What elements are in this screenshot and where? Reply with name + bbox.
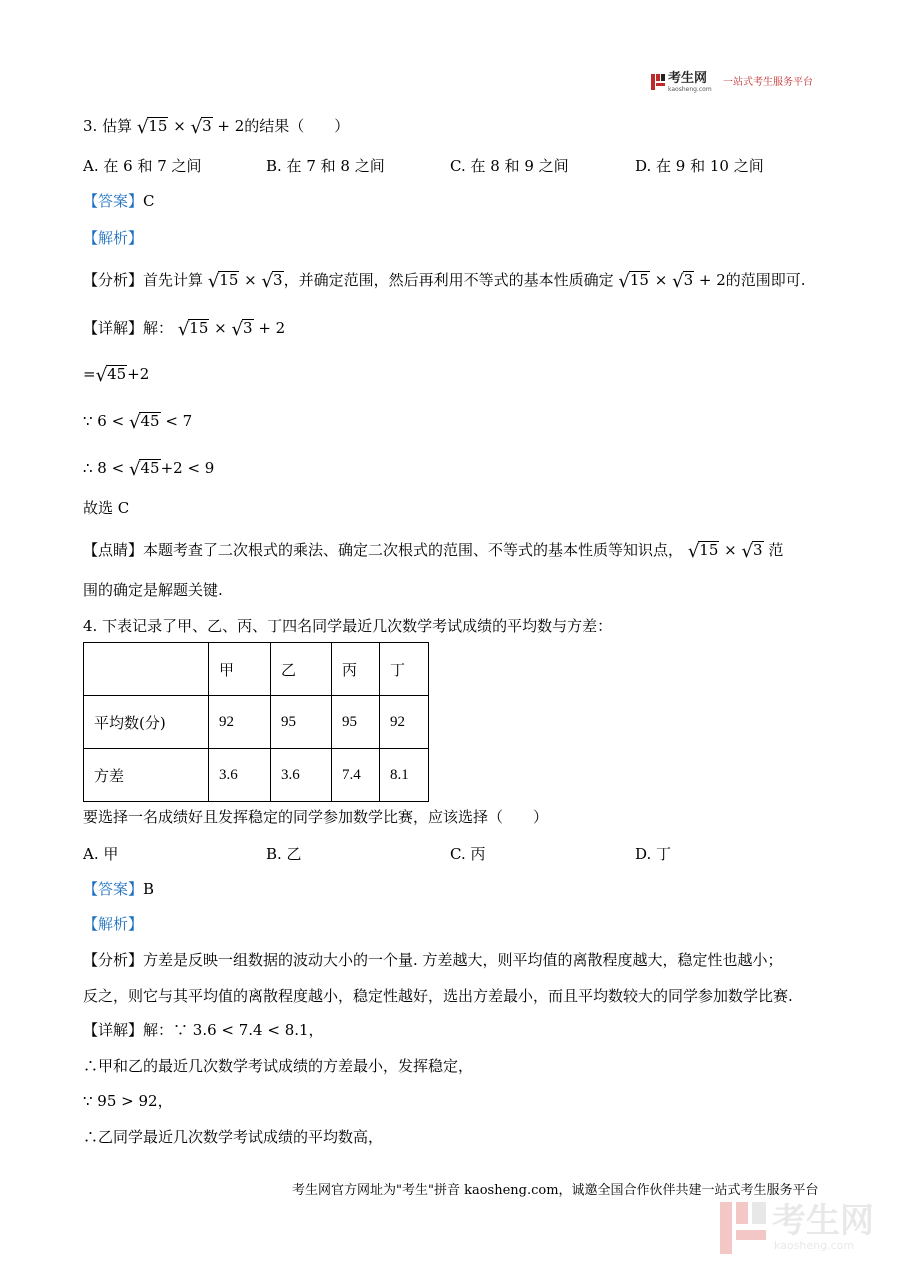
q3-answer [83,191,155,211]
q4-option-c: C. 丙 [450,845,486,863]
table-cell: 方差 [84,749,209,802]
xj-rad1: 15 [189,319,209,337]
answer-tag: 【答案】 [83,880,144,898]
xj-times: × [214,319,227,337]
table-cell: 8.1 [380,749,429,802]
table-header-cell: 丁 [380,643,429,696]
table-row [84,696,429,749]
logo-name: 考生网 [668,71,708,86]
q3-option-d: D. 在 9 和 10 之间 [635,157,764,175]
xiangjie-tag: 【详解】 [83,1021,144,1039]
q3-times: × [173,117,186,135]
q4-analysis-tag: 【解析】 [83,915,144,933]
xj-rad2: 3 [243,319,253,337]
q4-fenxi-line2: 反之，则它与其平均值的离散程度越小，稳定性越好，选出方差最小，而且平均数较大的同学参加数学比赛. [83,987,793,1005]
table-cell: 95 [271,696,332,749]
site-logo [651,72,821,94]
fenxi-tag: 【分析】 [83,271,144,289]
dianjing-b: 范 [768,541,784,559]
q4-line2: ∴甲和乙的最近几次数学考试成绩的方差最小，发挥稳定， [83,1057,474,1075]
step3-rad: 45 [140,459,160,477]
step2-suffix: < 7 [165,412,193,430]
fenxi-b: ，并确定范围，然后再利用不等式的基本性质确定 [283,271,614,289]
step1-suffix: +2 [127,365,150,383]
fenxi-c: 的范围即可. [725,271,806,289]
q4-answer [83,879,154,899]
q4-line4: ∴乙同学最近几次数学考试成绩的平均数高， [83,1128,384,1146]
fenxi-rad4: 3 [683,271,694,289]
xiangjie-tag: 【详解】 [83,319,144,337]
q3-fenxi: 【分析】首先计算 √15 × √3，并确定范围，然后再利用不等式的基本性质确定 √15 × √3 + 2的范围即可. [83,271,806,292]
q3-suffix: 的结果（ ） [244,117,350,135]
logo-slogan: 一站式考生服务平台 [723,77,813,88]
q4-table [83,642,429,802]
answer-value: C [143,192,155,210]
q4-fenxi-line1 [83,950,783,970]
q4-xiangjie [83,1020,324,1040]
q3-dianjing: 【点睛】本题考查了二次根式的乘法、确定二次根式的范围、不等式的基本性质等知识点， √15 × √3 范 [83,541,784,562]
step2-rad: 45 [140,412,160,430]
table-cell: 3.6 [271,749,332,802]
q3-analysis-tag: 【解析】 [83,229,144,247]
logo-url: kaosheng.com [668,86,712,93]
step1-prefix: = [83,365,96,383]
table-header-cell: 乙 [271,643,332,696]
dj-rad1: 15 [699,541,719,559]
page-footer: 考生网官方网址为"考生"拼音 kaosheng.com，诚邀全国合作伙伴共建一站式考生服务平台 [292,1183,819,1198]
table-cell: 平均数(分) [84,696,209,749]
dj-times: × [724,541,737,559]
xiangjie-a: 解： [143,319,174,337]
step2-prefix: ∵ 6 < [83,412,125,430]
step1-rad: 45 [107,365,127,383]
xiangjie-line: 解：∵ 3.6 < 7.4 < 8.1， [143,1021,324,1039]
fenxi-times2: × [654,271,668,289]
q3-dianjing-line2: 围的确定是解题关键. [83,581,223,599]
watermark-logo-icon [720,1202,766,1254]
dianjing-a: 本题考查了二次根式的乘法、确定二次根式的范围、不等式的基本性质等知识点， [143,541,684,559]
q3-plus: + 2 [217,117,245,135]
q4-question: 要选择一名成绩好且发挥稳定的同学参加数学比赛，应该选择（ ） [83,808,549,826]
table-cell: 95 [332,696,380,749]
step3-suffix: +2 < 9 [160,459,215,477]
watermark [720,1200,890,1260]
watermark-name: 考生网 [772,1201,874,1241]
table-header-row [84,643,429,696]
q3-conclusion: 故选 C [83,499,130,517]
q3-step1: =√45+2 [83,365,150,386]
step3-prefix: ∴ 8 < [83,459,125,477]
q3-prefix: 3. 估算 [83,117,133,135]
fenxi-rad1: 15 [219,271,239,289]
q4-option-a: A. 甲 [83,845,119,863]
table-header-cell: 甲 [209,643,271,696]
fenxi-line1: 方差是反映一组数据的波动大小的一个量. 方差越大，则平均值的离散程度越大，稳定性也越小； [143,951,783,969]
q3-option-c: C. 在 8 和 9 之间 [450,157,569,175]
dj-rad2: 3 [753,541,763,559]
fenxi-rad2: 3 [273,271,283,289]
table-header-cell: 丙 [332,643,380,696]
q3-stem: 3. 估算 √15 × √3 + 2的结果（ ） [83,117,350,138]
table-cell: 7.4 [332,749,380,802]
table-cell: 92 [209,696,271,749]
table-cell: 92 [380,696,429,749]
q3-option-b: B. 在 7 和 8 之间 [266,157,385,175]
q4-stem: 4. 下表记录了甲、乙、丙、丁四名同学最近几次数学考试成绩的平均数与方差： [83,617,613,635]
kaosheng-logo-icon [651,74,665,90]
q3-step3: ∴ 8 < √45+2 < 9 [83,459,215,480]
q4-option-d: D. 丁 [635,845,672,863]
q3-step2: ∵ 6 < √45 < 7 [83,412,193,433]
fenxi-times: × [244,271,257,289]
fenxi-rad3: 15 [629,271,649,289]
fenxi-plus: + 2 [698,271,726,289]
q3-xiangjie: 【详解】解： √15 × √3 + 2 [83,319,286,340]
watermark-url: kaosheng.com [774,1239,855,1252]
q4-option-b: B. 乙 [266,845,302,863]
answer-tag: 【答案】 [83,192,144,210]
table-row [84,749,429,802]
table-header-cell [84,643,209,696]
q3-rad1: 15 [148,117,168,135]
answer-value: B [143,880,155,898]
fenxi-tag: 【分析】 [83,951,144,969]
fenxi-a: 首先计算 [143,271,204,289]
q3-option-a: A. 在 6 和 7 之间 [83,157,202,175]
table-cell: 3.6 [209,749,271,802]
q4-line3: ∵ 95 > 92， [83,1092,173,1110]
xj-plus: + 2 [258,319,286,337]
dianjing-tag: 【点睛】 [83,541,144,559]
q3-rad2: 3 [202,117,212,135]
